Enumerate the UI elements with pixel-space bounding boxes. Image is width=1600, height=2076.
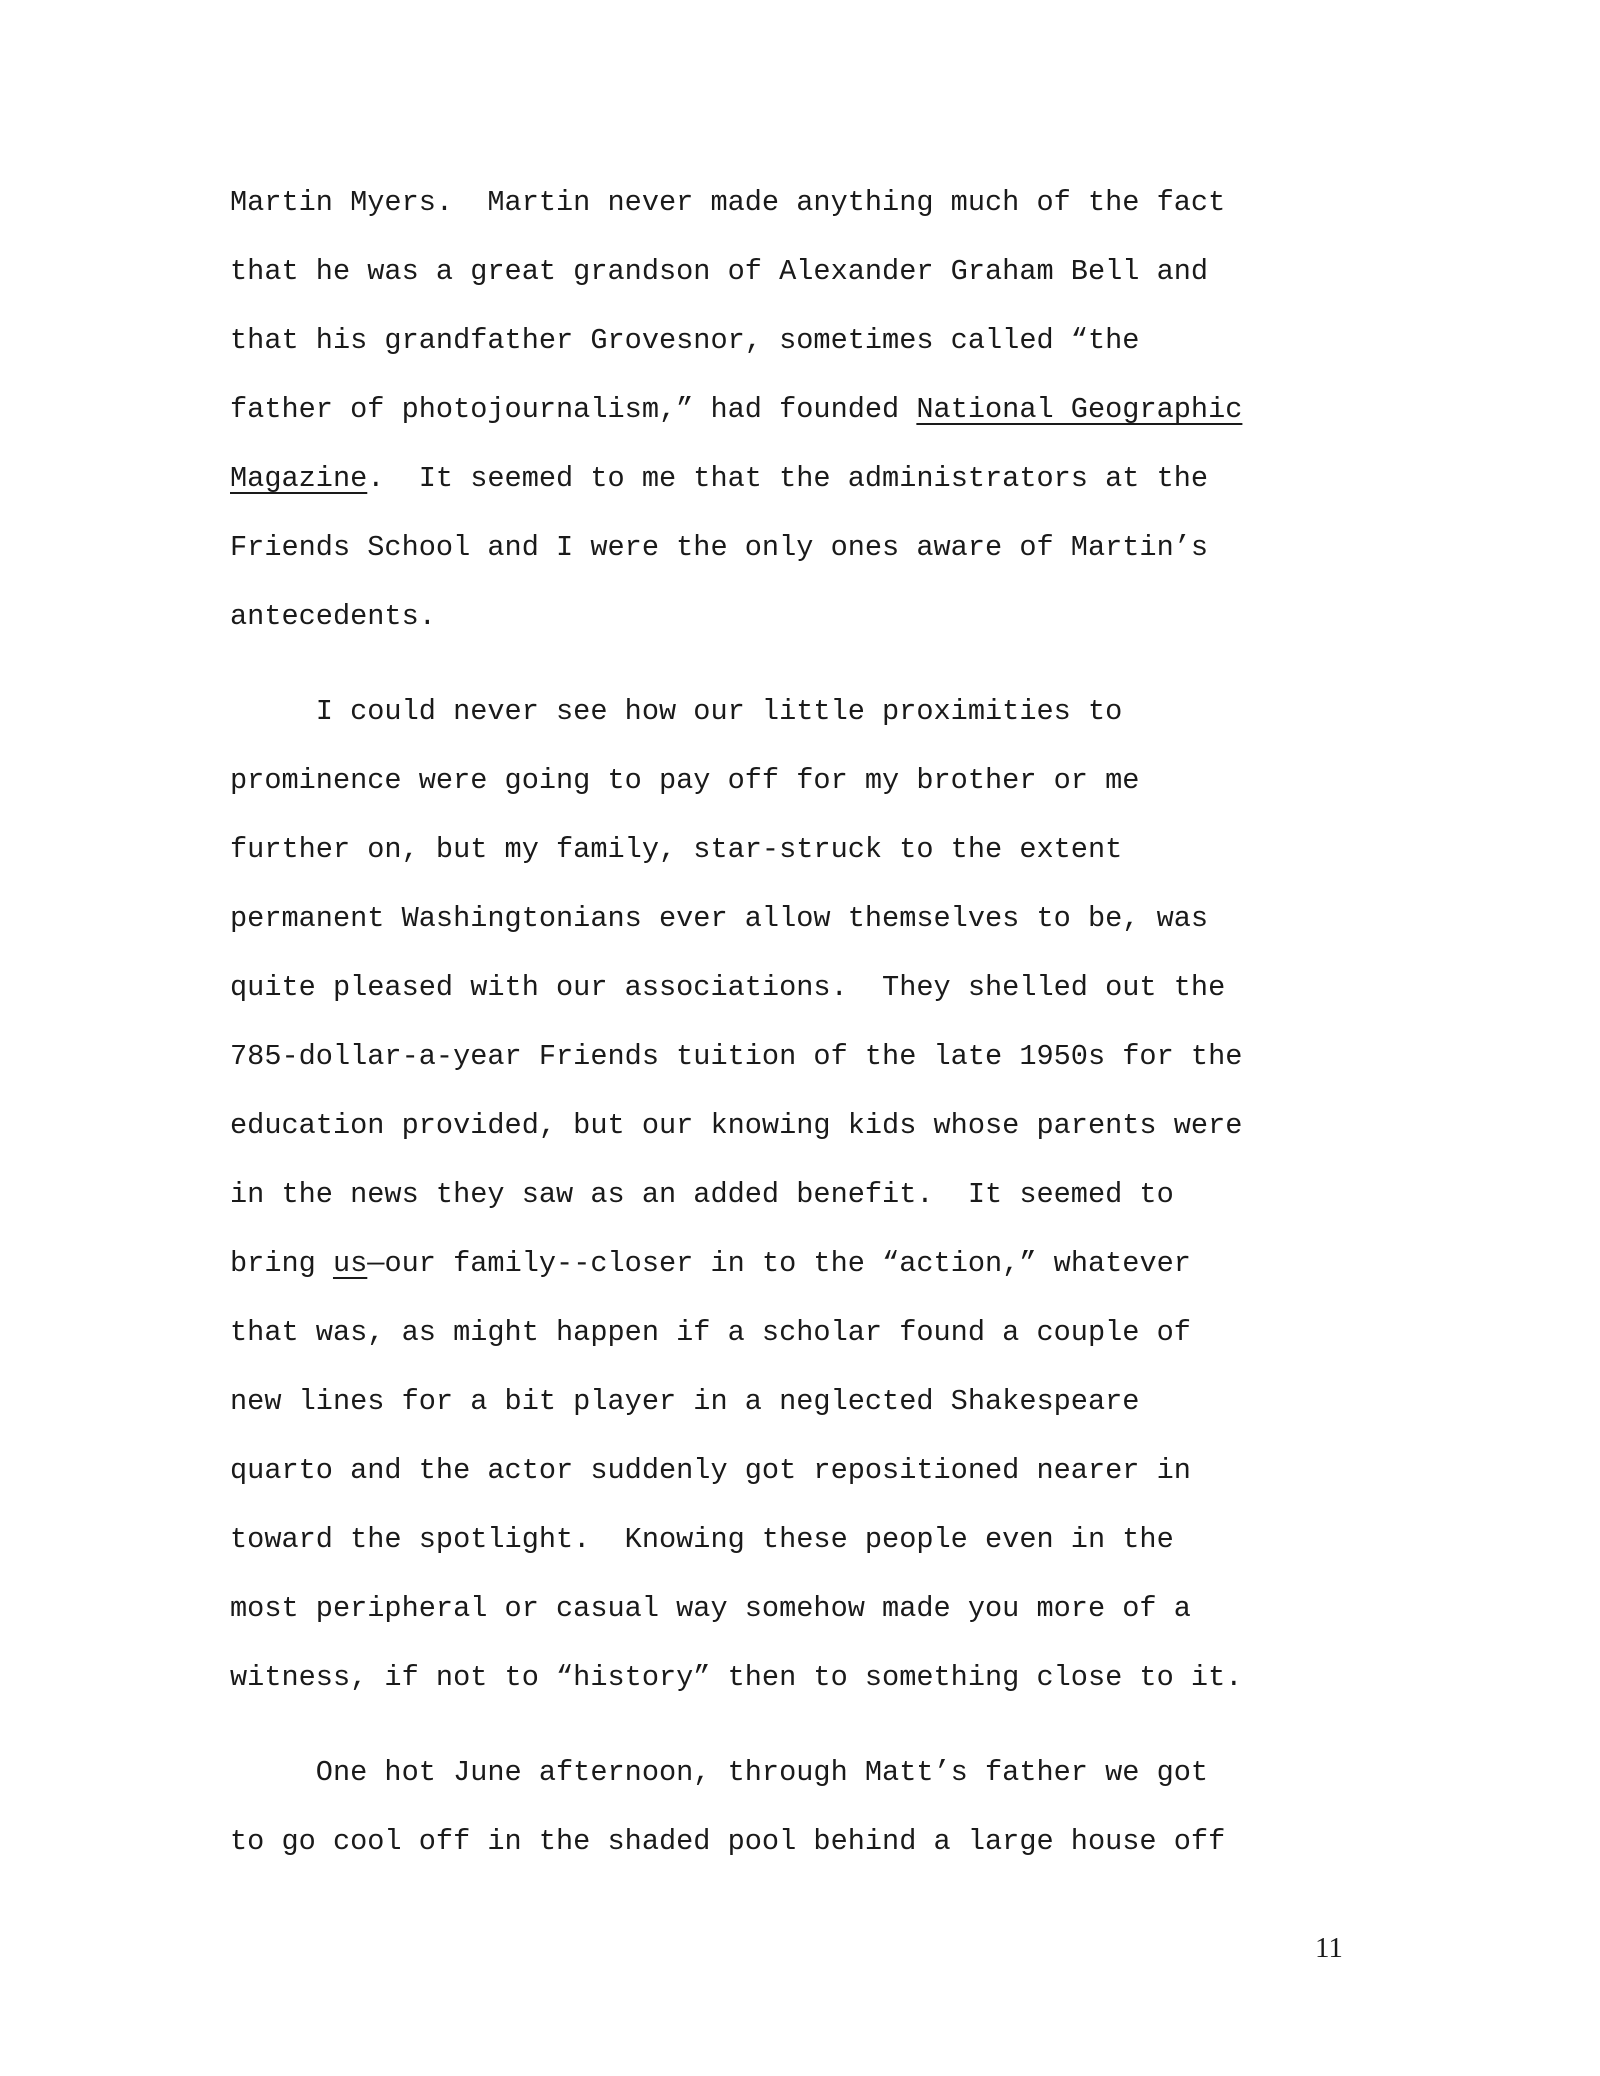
text-segment: Friends School and I were the only ones aware of Martin’s: [230, 531, 1209, 564]
text-line: [230, 1574, 1360, 1643]
underlined-text: Magazine: [230, 462, 368, 495]
text-segment: in the news they saw as an added benefit. It seemed to: [230, 1178, 1174, 1211]
text-segment: . It seemed to me that the administrators at the: [367, 462, 1209, 495]
text-segment: that his grandfather Grovesnor, sometimes called “the: [230, 324, 1140, 357]
text-segment: permanent Washingtonians ever allow themselves to be, was: [230, 902, 1209, 935]
text-line: [230, 1160, 1360, 1229]
paragraph: [230, 1738, 1360, 1876]
text-segment: bring: [230, 1247, 333, 1280]
text-line: [230, 1643, 1360, 1712]
text-line: [230, 168, 1360, 237]
text-segment: prominence were going to pay off for my brother or me: [230, 764, 1140, 797]
text-line: [230, 746, 1360, 815]
text-line: [230, 375, 1360, 444]
text-line: [230, 306, 1360, 375]
text-line: [230, 815, 1360, 884]
text-segment: toward the spotlight. Knowing these people even in the: [230, 1523, 1174, 1556]
paragraph-gap: [230, 1712, 1360, 1738]
paragraph: [230, 168, 1360, 651]
text-line: [230, 582, 1360, 651]
text-line: [230, 1807, 1360, 1876]
text-segment: One hot June afternoon, through Matt’s father we got: [230, 1756, 1209, 1789]
text-segment: —our family--closer in to the “action,” whatever: [367, 1247, 1191, 1280]
paragraph-gap: [230, 651, 1360, 677]
text-line: [230, 513, 1360, 582]
text-segment: 785-dollar-a-year Friends tuition of the late 1950s for the: [230, 1040, 1243, 1073]
text-line: [230, 1091, 1360, 1160]
text-segment: that was, as might happen if a scholar found a couple of: [230, 1316, 1191, 1349]
text-segment: witness, if not to “history” then to something close to it.: [230, 1661, 1243, 1694]
text-segment: that he was a great grandson of Alexander Graham Bell and: [230, 255, 1209, 288]
text-line: [230, 953, 1360, 1022]
text-segment: most peripheral or casual way somehow made you more of a: [230, 1592, 1191, 1625]
text-line: [230, 1436, 1360, 1505]
text-segment: quite pleased with our associations. They shelled out the: [230, 971, 1226, 1004]
text-segment: quarto and the actor suddenly got repositioned nearer in: [230, 1454, 1191, 1487]
text-segment: father of photojournalism,” had founded: [230, 393, 917, 426]
paragraph: [230, 677, 1360, 1712]
text-line: [230, 1505, 1360, 1574]
text-line: [230, 1738, 1360, 1807]
text-line: [230, 1367, 1360, 1436]
text-line: [230, 884, 1360, 953]
text-segment: Martin Myers. Martin never made anything much of the fact: [230, 186, 1226, 219]
text-line: [230, 1229, 1360, 1298]
text-segment: to go cool off in the shaded pool behind a large house off: [230, 1825, 1226, 1858]
underlined-text: us: [332, 1247, 368, 1280]
page-number: 11: [1315, 1932, 1343, 1964]
text-line: [230, 237, 1360, 306]
text-segment: education provided, but our knowing kids whose parents were: [230, 1109, 1243, 1142]
text-line: [230, 444, 1360, 513]
text-segment: new lines for a bit player in a neglected Shakespeare: [230, 1385, 1140, 1418]
text-line: [230, 1022, 1360, 1091]
text-line: [230, 677, 1360, 746]
text-segment: I could never see how our little proximities to: [230, 695, 1123, 728]
underlined-text: National Geographic: [916, 393, 1243, 426]
body-text: [230, 168, 1360, 1876]
text-line: [230, 1298, 1360, 1367]
text-segment: further on, but my family, star-struck to the extent: [230, 833, 1123, 866]
text-segment: antecedents.: [230, 600, 436, 633]
